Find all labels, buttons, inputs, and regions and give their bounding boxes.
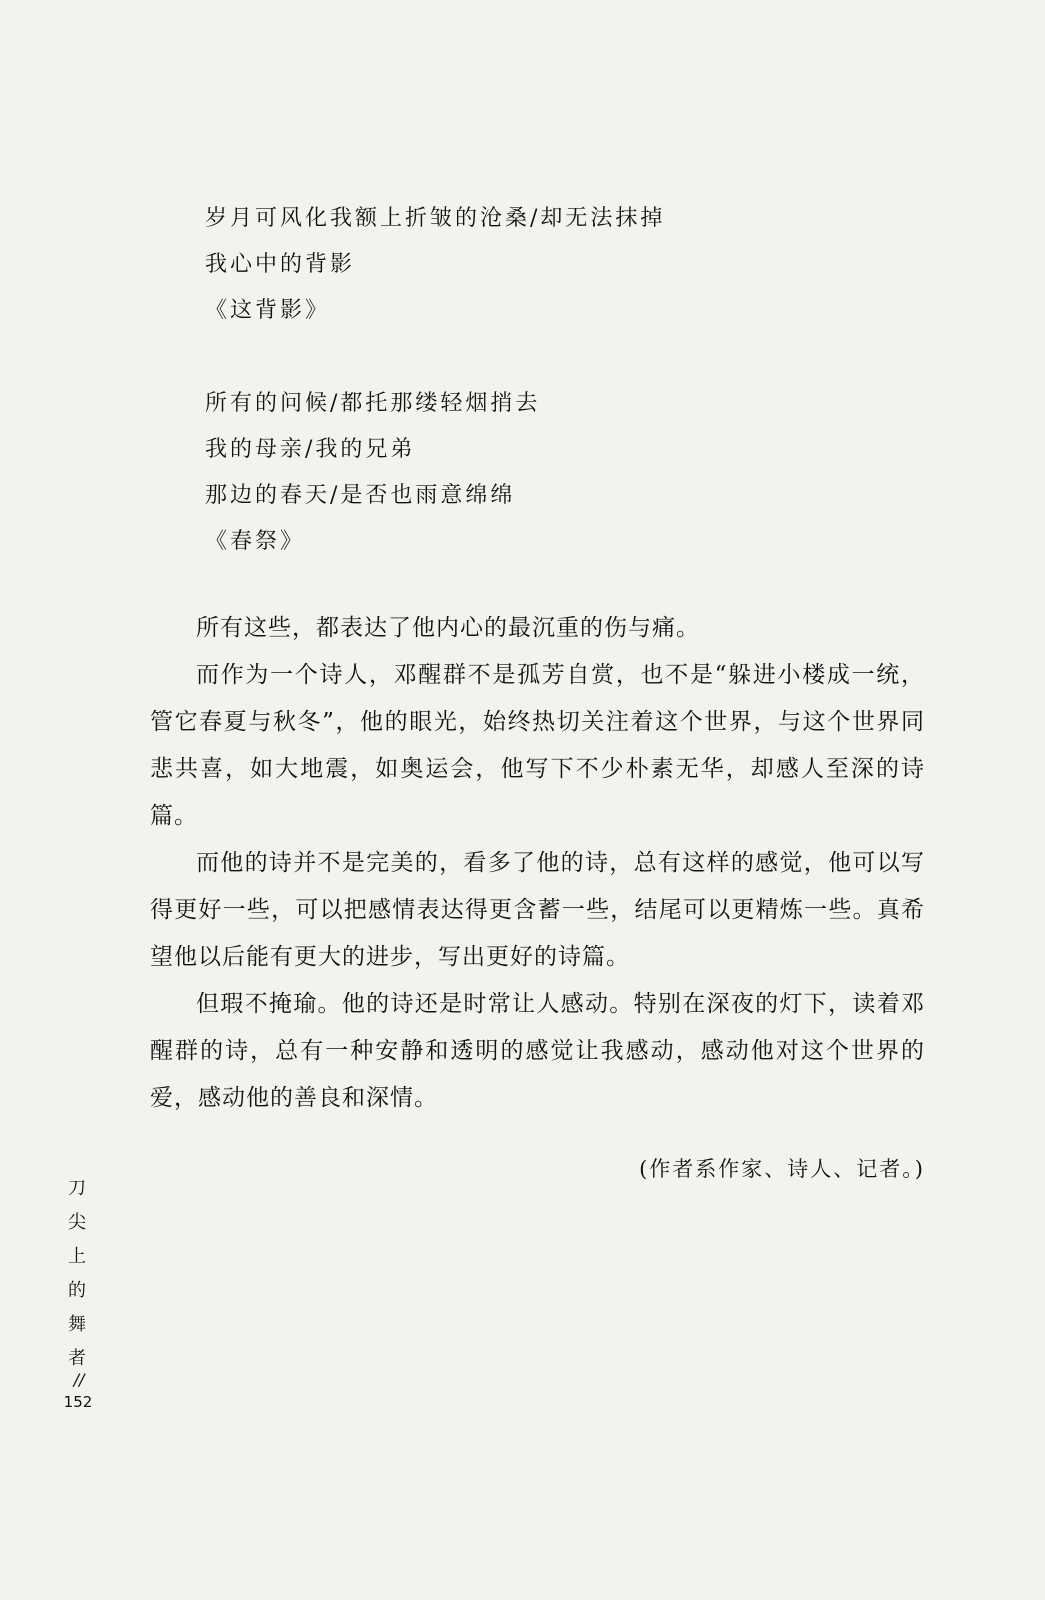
title-separator: // [73,1370,85,1389]
page-number: 152 [63,1393,93,1411]
book-title-char: 的 [68,1280,86,1301]
poem-line: 我的母亲/我的兄弟 [205,437,416,462]
poem-line: 我心中的背影 [205,252,356,277]
paragraph: 所有这些，都表达了他内心的最沉重的伤与痛。 [196,615,700,641]
running-book-title [62,1172,92,1376]
paragraph: 而作为一个诗人，邓醒群不是孤芳自赏，也不是“躲进小楼成一统，管它春夏与秋冬”，他的眼光，始终热切关注着这个世界，与这个世界同悲共喜，如大地震，如奥运会，他写下不少朴素无华，却感人至深的诗篇。 [150,662,925,829]
book-title-char: 尖 [68,1212,86,1233]
poem-line: 岁月可风化我额上折皱的沧桑/却无法抹掉 [205,206,666,231]
paragraph: 但瑕不掩瑜。他的诗还是时常让人感动。特别在深夜的灯下，读着邓醒群的诗，总有一种安静和透明的感觉让我感动，感动他对这个世界的爱，感动他的善良和深情。 [150,991,925,1111]
body-text [150,605,925,1122]
poem-excerpt-2 [205,381,540,565]
poem-line: 那边的春天/是否也雨意绵绵 [205,483,516,508]
poem-title: 《春祭》 [205,529,306,554]
poem-line: 所有的问候/都托那缕轻烟捎去 [205,391,541,416]
paragraph: 而他的诗并不是完美的，看多了他的诗，总有这样的感觉，他可以写得更好一些，可以把感情表达得更含蓄一些，结尾可以更精炼一些。真希望他以后能有更大的进步，写出更好的诗篇。 [150,850,925,970]
book-title-char: 舞 [68,1314,86,1335]
poem-title: 《这背影》 [205,298,331,323]
book-title-char: 者 [68,1348,86,1369]
poem-excerpt-1 [205,196,665,334]
book-title-char: 上 [68,1246,86,1267]
book-title-char: 刀 [68,1178,86,1199]
author-credit: (作者系作家、诗人、记者。) [639,1157,925,1181]
